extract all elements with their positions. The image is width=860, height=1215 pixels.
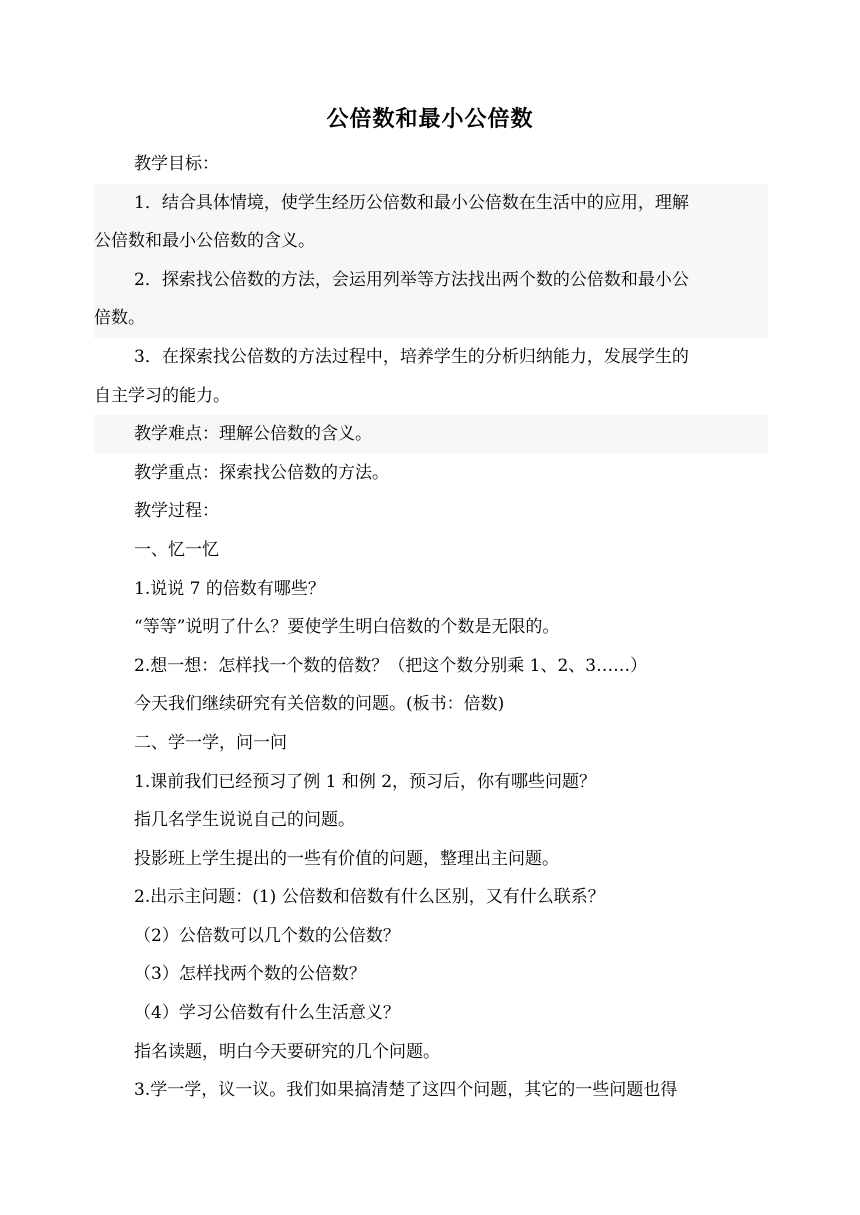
section-1-heading: 一、忆一忆 [134,539,219,560]
teaching-key-point: 教学重点：探索找公倍数的方法。 [134,462,389,483]
section-2-question-2: （2）公倍数可以几个数的公倍数？ [134,925,400,946]
teaching-difficulty: 教学难点：理解公倍数的含义。 [134,424,372,445]
section-2-item-2: 2.出示主问题：(1) 公倍数和倍数有什么区别，又有什么联系？ [134,887,605,908]
objective-2-line-1: 2．探索找公倍数的方法，会运用列举等方法找出两个数的公倍数和最小公 [134,269,689,290]
objective-3-line-2: 自主学习的能力。 [94,385,230,406]
section-2-item-1: 1.课前我们已经预习了例 1 和例 2，预习后，你有哪些问题？ [134,771,597,792]
objective-2-line-2: 倍数。 [94,308,145,329]
objective-1-line-2: 公倍数和最小公倍数的含义。 [94,231,315,252]
document-body [94,145,768,1110]
section-1-today: 今天我们继续研究有关倍数的问题。(板书：倍数) [134,694,505,715]
section-2-line-c: 指名读题，明白今天要研究的几个问题。 [134,1041,440,1062]
section-2-line-a: 指几名学生说说自己的问题。 [134,810,355,831]
section-1-item-1: 1.说说 7 的倍数有哪些？ [134,578,325,599]
section-2-question-3: （3）怎样找两个数的公倍数？ [134,964,366,985]
section-2-line-b: 投影班上学生提出的一些有价值的问题，整理出主问题。 [134,848,559,869]
section-1-note: “等等”说明了什么？要使学生明白倍数的个数是无限的。 [134,617,560,638]
section-1-item-2: 2.想一想：怎样找一个数的倍数？（把这个数分别乘 1、2、3……） [134,655,648,676]
difficulty-block [94,415,768,454]
document-title: 公倍数和最小公倍数 [326,107,534,132]
objectives-heading: 教学目标： [134,154,219,174]
objective-3-line-1: 3．在探索找公倍数的方法过程中，培养学生的分析归纳能力，发展学生的 [134,346,689,367]
objectives-block [94,184,768,338]
process-heading: 教学过程： [134,501,219,522]
section-2-question-4: （4）学习公倍数有什么生活意义？ [134,1003,400,1024]
section-2-item-3: 3.学一学，议一议。我们如果搞清楚了这四个问题，其它的一些问题也得 [134,1080,678,1101]
section-2-heading: 二、学一学，问一问 [134,732,287,753]
objective-1-line-1: 1．结合具体情境，使学生经历公倍数和最小公倍数在生活中的应用，理解 [134,192,689,213]
